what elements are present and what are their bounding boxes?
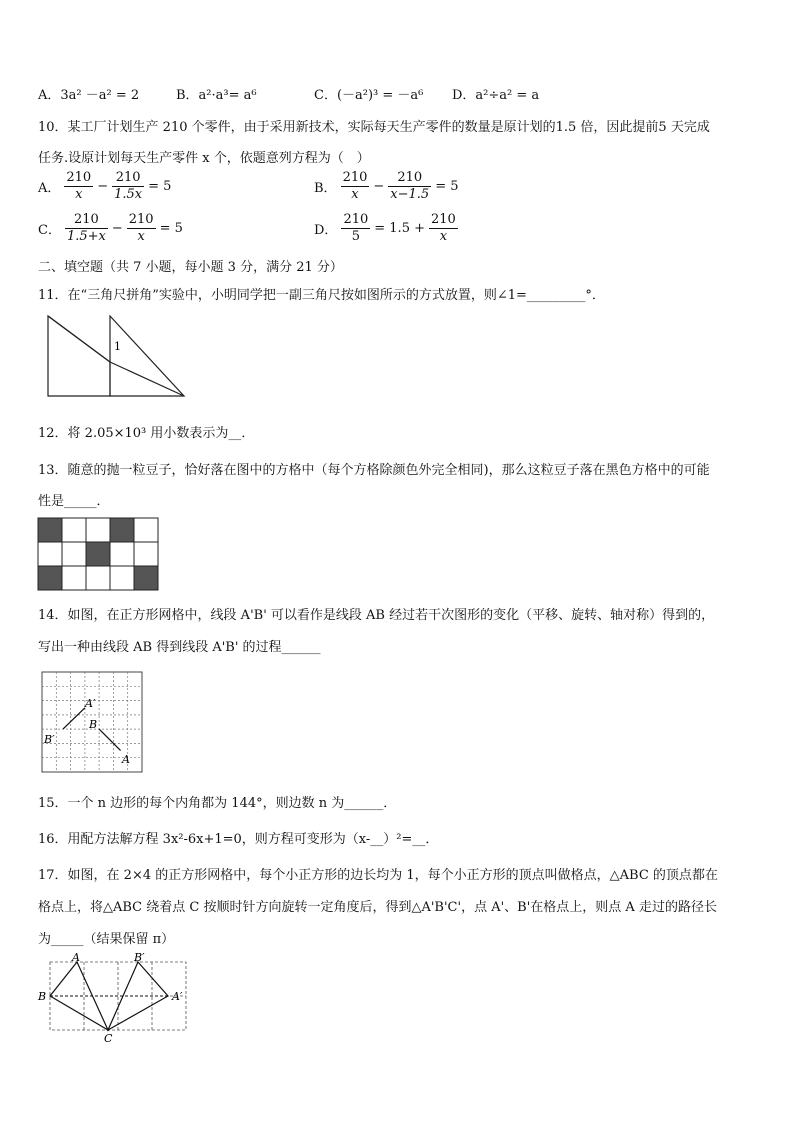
angle-1-label: 1 [114, 340, 121, 353]
denominator: 1.5+x [66, 229, 106, 244]
set-square-right [110, 316, 184, 396]
black-cell [38, 566, 62, 590]
q10-stem-line1: 10．某工厂计划生产 210 个零件，由于采用新技术，实际每天生产零件的数量是原计划的1.5 倍，因此提前5 天完成 [38, 120, 710, 135]
white-cell [62, 542, 86, 566]
denominator: 1.5x [114, 187, 143, 202]
numerator: 210 [128, 212, 154, 227]
equals-part: = 1.5 + [374, 221, 425, 236]
numerator: 210 [388, 170, 431, 187]
segment-a-prime-b-prime [63, 708, 85, 729]
q13-color-grid [37, 517, 159, 591]
white-cell [110, 542, 134, 566]
segment-ab [99, 729, 121, 751]
numerator: 210 [65, 212, 108, 229]
q13-stem-line2: 性是_____． [38, 494, 110, 509]
set-square-left [48, 316, 110, 396]
label-b-prime: B′ [44, 733, 55, 746]
q14-grid-figure [40, 670, 144, 774]
q10-option-b [314, 170, 459, 203]
numerator: 210 [343, 212, 369, 227]
numerator: 210 [342, 170, 368, 185]
q17-stem-line2: 格点上，将△ABC 绕着点 C 按顺时针方向旋转一定角度后，得到△A'B'C'，点 A'、B'在格点上，则点 A 走过的路径长 [38, 900, 717, 915]
label-a-prime: A′ [85, 697, 96, 710]
q9-option-d: D．a²÷a² = a [452, 88, 540, 103]
label-b-prime: B′ [134, 952, 145, 964]
denominator: x [75, 187, 83, 202]
white-cell [86, 518, 110, 542]
label-a: A [72, 952, 80, 964]
option-label: C． [38, 223, 61, 238]
q17-stem-line1: 17．如图，在 2×4 的正方形网格中，每个小正方形的边长均为 1，每个小正方形的顶点叫做格点，△ABC 的顶点都在 [38, 868, 718, 883]
q11-stem: 11．在“三角尺拼角”实验中，小明同学把一副三角尺按如图所示的方式放置，则∠1=_________°． [38, 288, 605, 303]
q10-stem-line2: 任务.设原计划每天生产零件 x 个，依题意列方程为（ ） [38, 151, 370, 166]
q10-option-d [314, 212, 459, 245]
label-c: C [104, 1032, 113, 1044]
numerator: 210 [112, 170, 144, 187]
equals-part: = 5 [435, 179, 459, 194]
denominator: x [351, 187, 359, 202]
operator: − [111, 221, 123, 236]
label-b: B [89, 718, 98, 731]
q10-option-a [38, 170, 171, 203]
equals-part: = 5 [159, 221, 183, 236]
q17-stem-line3: 为_____（结果保留 π） [38, 932, 175, 947]
black-cell [110, 518, 134, 542]
black-cell [134, 566, 158, 590]
white-cell [62, 566, 86, 590]
denominator: x [439, 229, 448, 244]
label-a-prime: A′ [172, 990, 183, 1003]
q14-stem-line2: 写出一种由线段 AB 得到线段 A'B' 的过程______ [38, 640, 321, 655]
q9-option-b: B．a²·a³= a⁶ [176, 88, 257, 103]
white-cell [62, 518, 86, 542]
triangle-abc [50, 962, 108, 1030]
q14-stem-line1: 14．如图，在正方形网格中，线段 A'B' 可以看作是线段 AB 经过若干次图形的变化（平移、旋转、轴对称）得到的， [38, 608, 715, 623]
white-cell [38, 542, 62, 566]
q10-option-c [38, 212, 183, 245]
operator: − [97, 179, 109, 194]
q9-option-a: A．3a² －a² = 2 [38, 88, 140, 103]
label-b: B [38, 990, 47, 1003]
white-cell [110, 566, 134, 590]
white-cell [86, 566, 110, 590]
numerator: 210 [66, 170, 92, 185]
hypotenuse-left [48, 316, 110, 362]
q11-triangle-figure [44, 312, 190, 400]
option-label: A． [38, 181, 61, 196]
q17-rotation-figure [36, 952, 192, 1044]
q9-option-c: C．(－a²)³ = －a⁶ [314, 88, 424, 103]
denominator: x [137, 229, 145, 244]
q13-stem-line1: 13．随意的抛一粒豆子，恰好落在图中的方格中（每个方格除颜色外完全相同)，那么这粒豆子落在黑色方格中的可能 [38, 463, 710, 478]
option-label: D． [314, 223, 338, 238]
denominator: 5 [351, 229, 360, 244]
black-cell [86, 542, 110, 566]
denominator: x−1.5 [390, 187, 430, 202]
black-cell [38, 518, 62, 542]
q15-stem: 15．一个 n 边形的每个内角都为 144°，则边数 n 为______． [38, 796, 397, 811]
label-a: A [122, 753, 130, 766]
numerator: 210 [431, 212, 456, 227]
option-label: B． [314, 181, 337, 196]
white-cell [134, 518, 158, 542]
q16-stem: 16．用配方法解方程 3x²-6x+1=0，则方程可变形为（x-__）²=__． [38, 832, 439, 847]
extended-line [110, 362, 184, 396]
section-heading: 二、填空题（共 7 小题，每小题 3 分，满分 21 分） [38, 260, 343, 275]
operator: − [373, 179, 385, 194]
q12-stem: 12．将 2.05×10³ 用小数表示为__． [38, 426, 255, 441]
white-cell [134, 542, 158, 566]
equals-part: = 5 [148, 179, 172, 194]
